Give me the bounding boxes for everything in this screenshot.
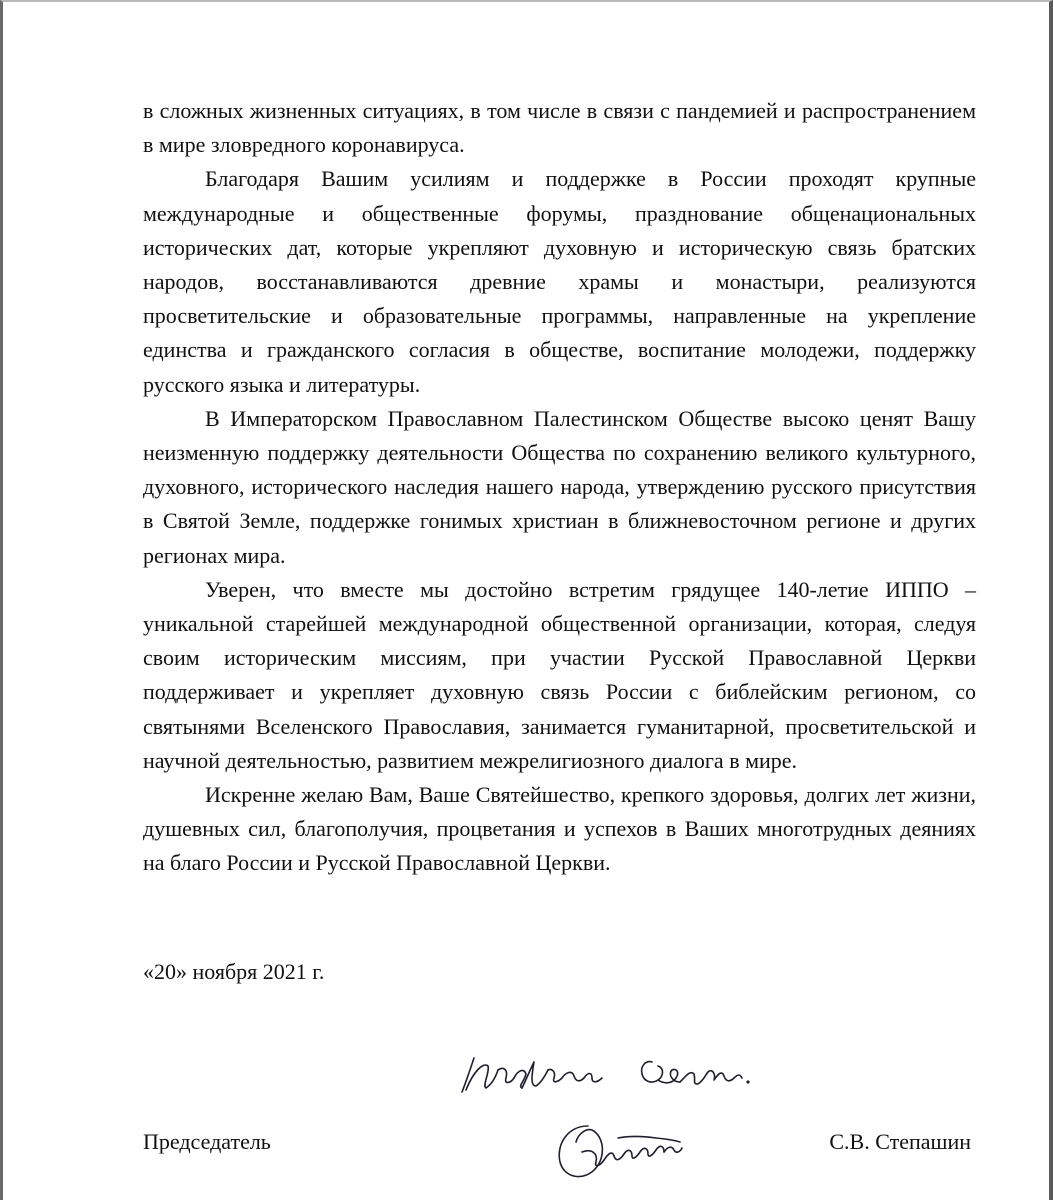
letter-body [143, 94, 976, 881]
signer-name: С.В. Степашин [829, 1129, 971, 1154]
paragraph-continuation: в сложных жизненных ситуациях, в том числе в связи с пандемией и распространением в мире зловредного коронавируса. [143, 98, 976, 158]
signer-title: Председатель [143, 1129, 271, 1154]
handwritten-closing [452, 1040, 762, 1100]
paragraph-wishes: Искренне желаю Вам, Ваше Святейшество, крепкого здоровья, долгих лет жизни, душевных сил, благополучия, процветания и успехов в Ваших многотрудных деяниях на благо России и Русской Православной Церкви. [143, 782, 976, 876]
letter-date: «20» ноября 2021 г. [143, 959, 325, 984]
signature [548, 1108, 698, 1188]
paragraph-forums: Благодаря Вашим усилиям и поддержке в России проходят крупные международные и общественные форумы, празднование общенациональных исторических дат, которые укрепляют духовную и историческую связь братских народов, восстанавливаются древние храмы и монастыри, реализуются просветительские и образовательные программы, направленные на укрепление единства и гражданского согласия в обществе, воспитание молодежи, поддержку русского языка и литературы. [143, 166, 976, 397]
paragraph-anniversary: Уверен, что вместе мы достойно встретим грядущее 140-летие ИППО – уникальной старейшей международной общественной организации, которая, следуя своим историческим миссиям, при участии Русской Православной Церкви поддерживает и укрепляет духовную связь России с библейским регионом, со святынями Вселенского Православия, занимается гуманитарной, просветительской и научной деятельностью, развитием межрелигиозного диалога в мире. [143, 576, 976, 773]
paragraph-society: В Императорском Православном Палестинском Обществе высоко ценят Вашу неизменную поддержку деятельности Общества по сохранению великого культурного, духовного, исторического наследия нашего народа, утверждению русского присутствия в Святой Земле, поддержке гонимых христиан в ближневосточном регионе и других регионах мира. [143, 405, 976, 568]
